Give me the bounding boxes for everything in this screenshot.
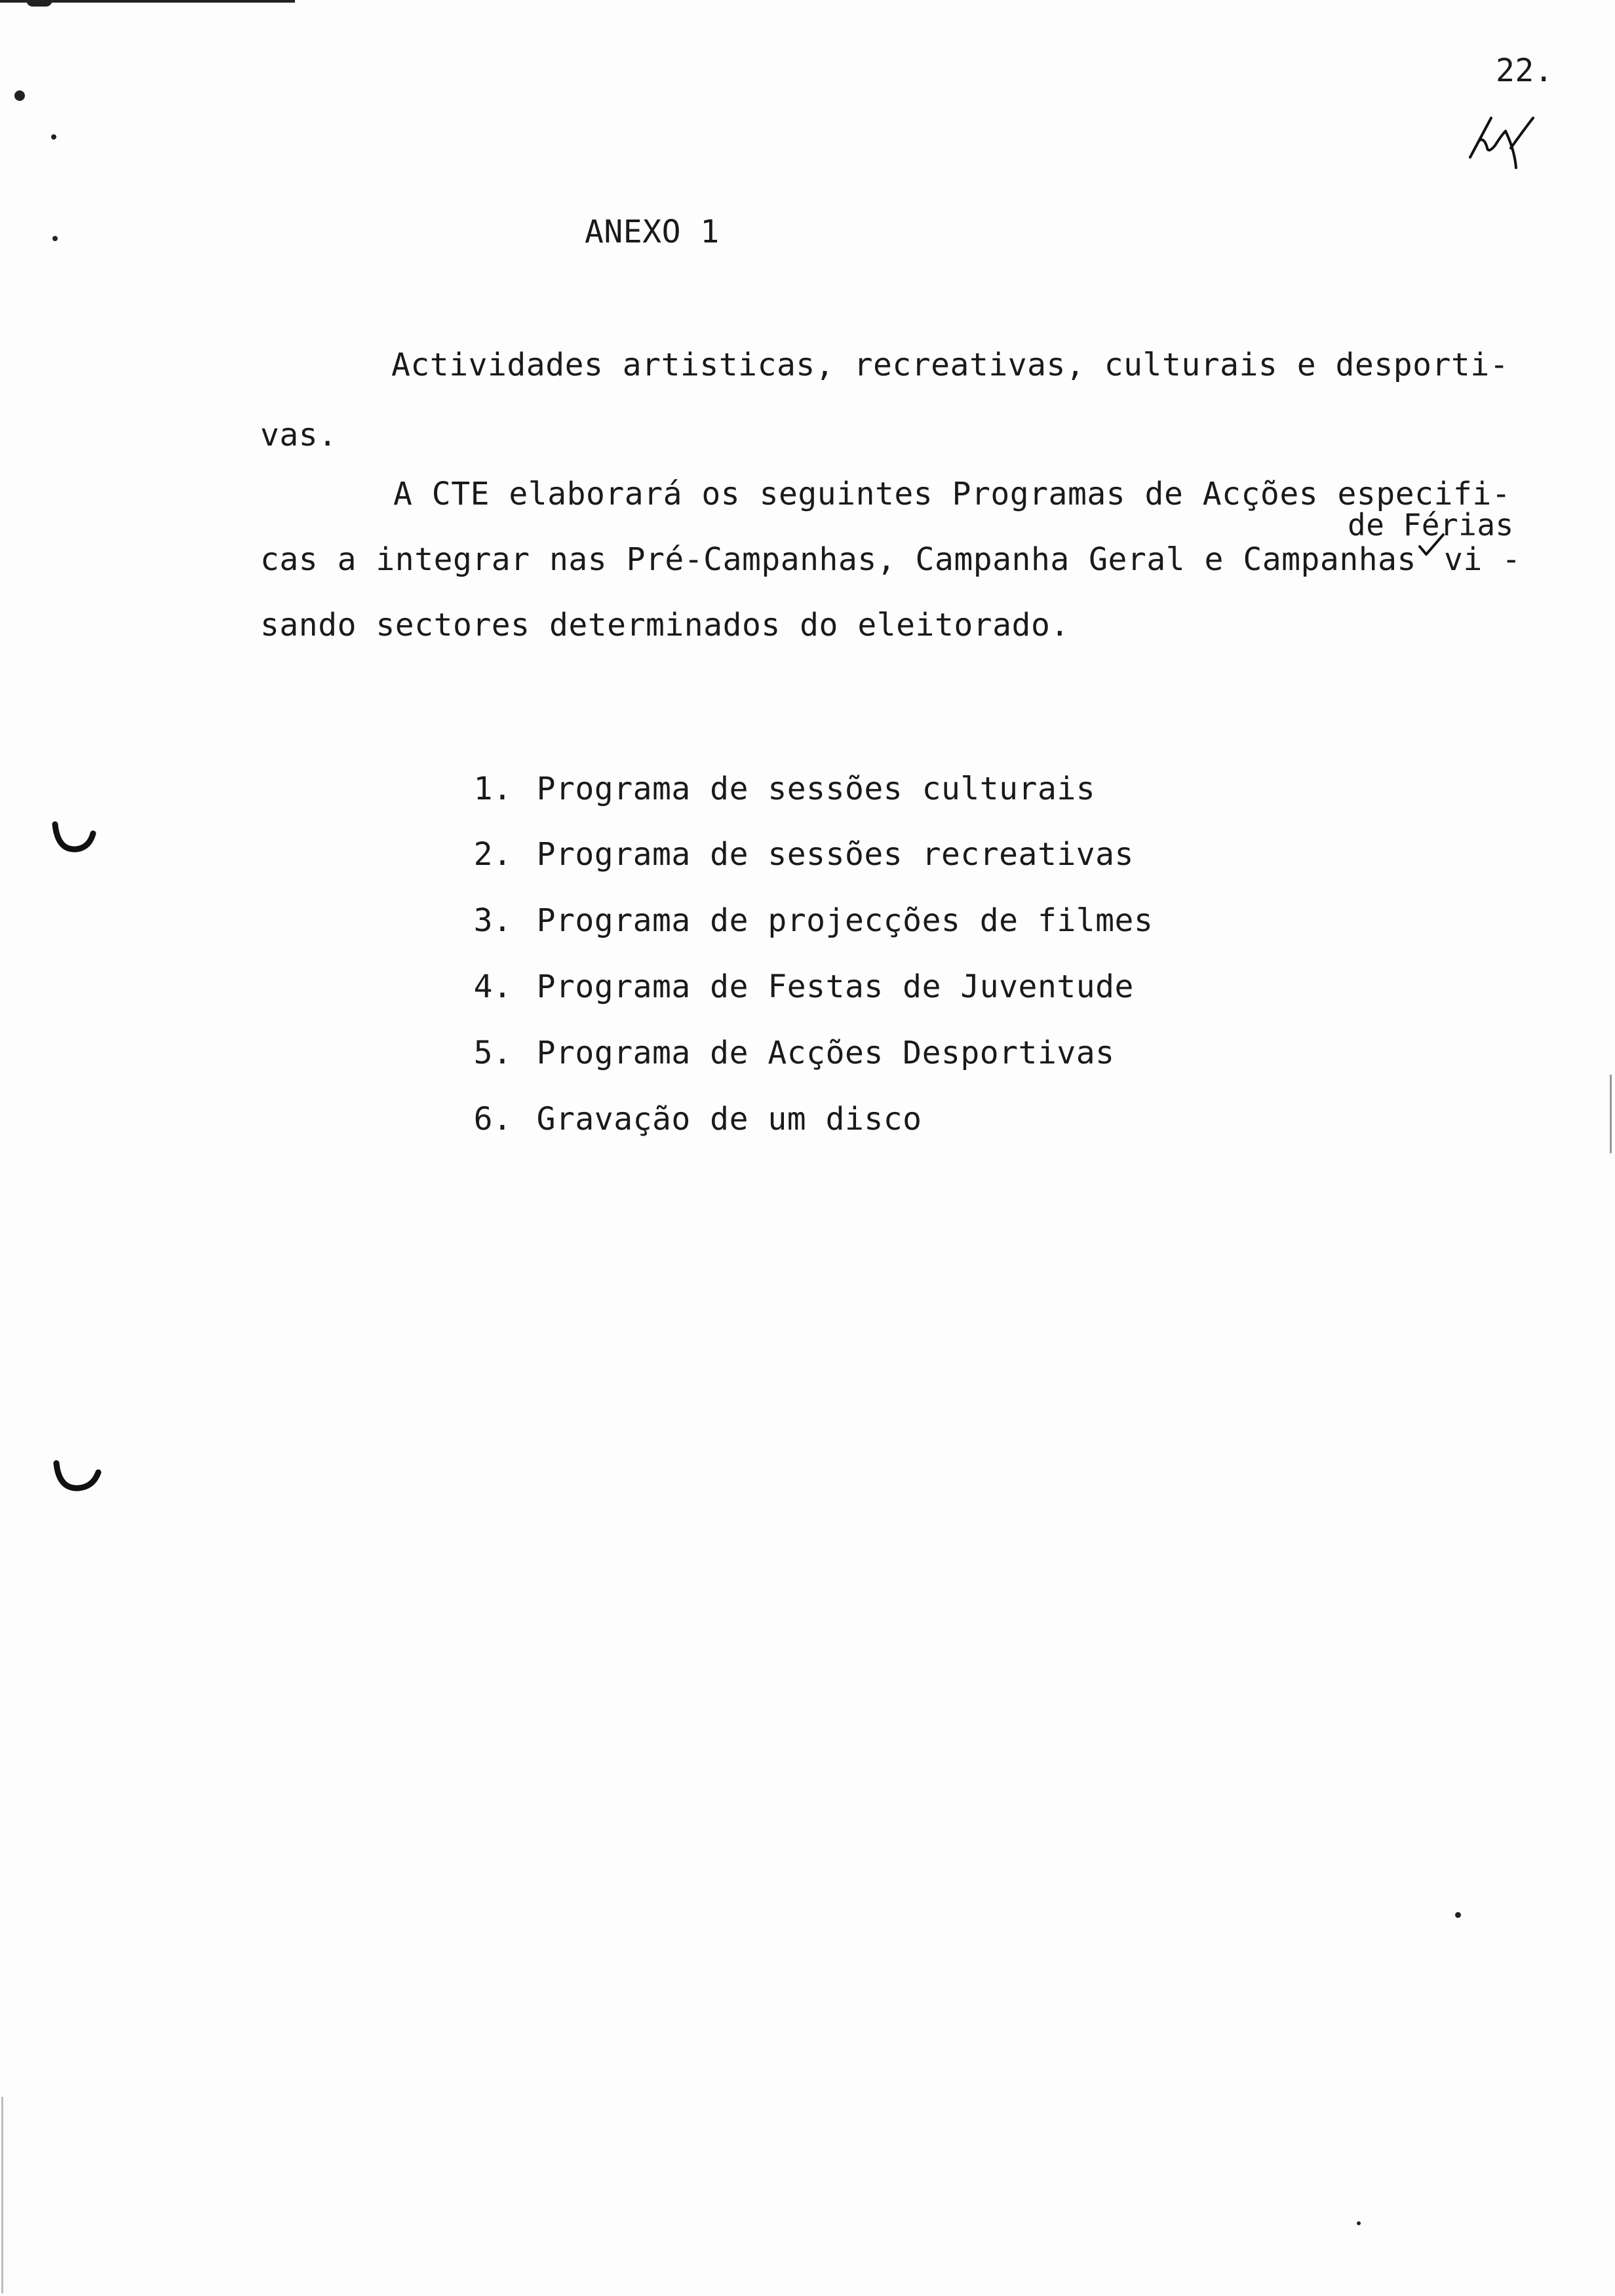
list-item-number: 3. bbox=[473, 902, 513, 939]
binder-clip-mark bbox=[51, 1458, 104, 1497]
paragraph1-line2: vas. bbox=[260, 417, 338, 453]
list-item-text: Programa de sessões culturais bbox=[536, 771, 1096, 807]
list-item-text: Programa de projecções de filmes bbox=[536, 902, 1154, 939]
punch-dot bbox=[14, 90, 25, 101]
scan-top-mark bbox=[26, 0, 52, 7]
paragraph2-line2-tail: vi - bbox=[1444, 541, 1521, 578]
list-item-text: Programa de Acções Desportivas bbox=[536, 1035, 1115, 1071]
list-item-text: Gravação de um disco bbox=[536, 1101, 922, 1138]
punch-dot bbox=[52, 236, 58, 241]
list-item-text: Programa de Festas de Juventude bbox=[536, 968, 1134, 1005]
typed-insertion: de Férias bbox=[1348, 507, 1514, 543]
list-item-number: 2. bbox=[473, 836, 513, 873]
handwritten-initials bbox=[1465, 111, 1537, 170]
paragraph1-line1: Actividades artisticas, recreativas, culturais e desporti- bbox=[391, 347, 1509, 383]
list-item bbox=[397, 1072, 922, 1166]
insertion-check-icon bbox=[1417, 532, 1446, 561]
page-number: 22. bbox=[1496, 52, 1554, 89]
paragraph2-line1: A CTE elaborará os seguintes Programas de Acções especifi- bbox=[393, 476, 1511, 512]
punch-dot bbox=[1455, 1912, 1461, 1918]
scan-edge-line bbox=[1, 2097, 3, 2293]
scan-edge-line bbox=[1610, 1075, 1612, 1153]
list-item-text: Programa de sessões recreativas bbox=[536, 836, 1134, 873]
punch-dot bbox=[51, 134, 56, 140]
list-item-number: 6. bbox=[473, 1101, 513, 1138]
paragraph2-line3: sando sectores determinados do eleitorado. bbox=[260, 607, 1070, 643]
list-item-number: 1. bbox=[473, 771, 513, 807]
paragraph2-line2: cas a integrar nas Pré-Campanhas, Campanha Geral e Campanhas bbox=[260, 541, 1416, 578]
list-item-number: 4. bbox=[473, 968, 513, 1005]
list-item-number: 5. bbox=[473, 1035, 513, 1071]
punch-dot bbox=[1357, 2221, 1361, 2225]
binder-clip-mark bbox=[51, 819, 97, 858]
annex-title: ANEXO 1 bbox=[585, 214, 720, 250]
